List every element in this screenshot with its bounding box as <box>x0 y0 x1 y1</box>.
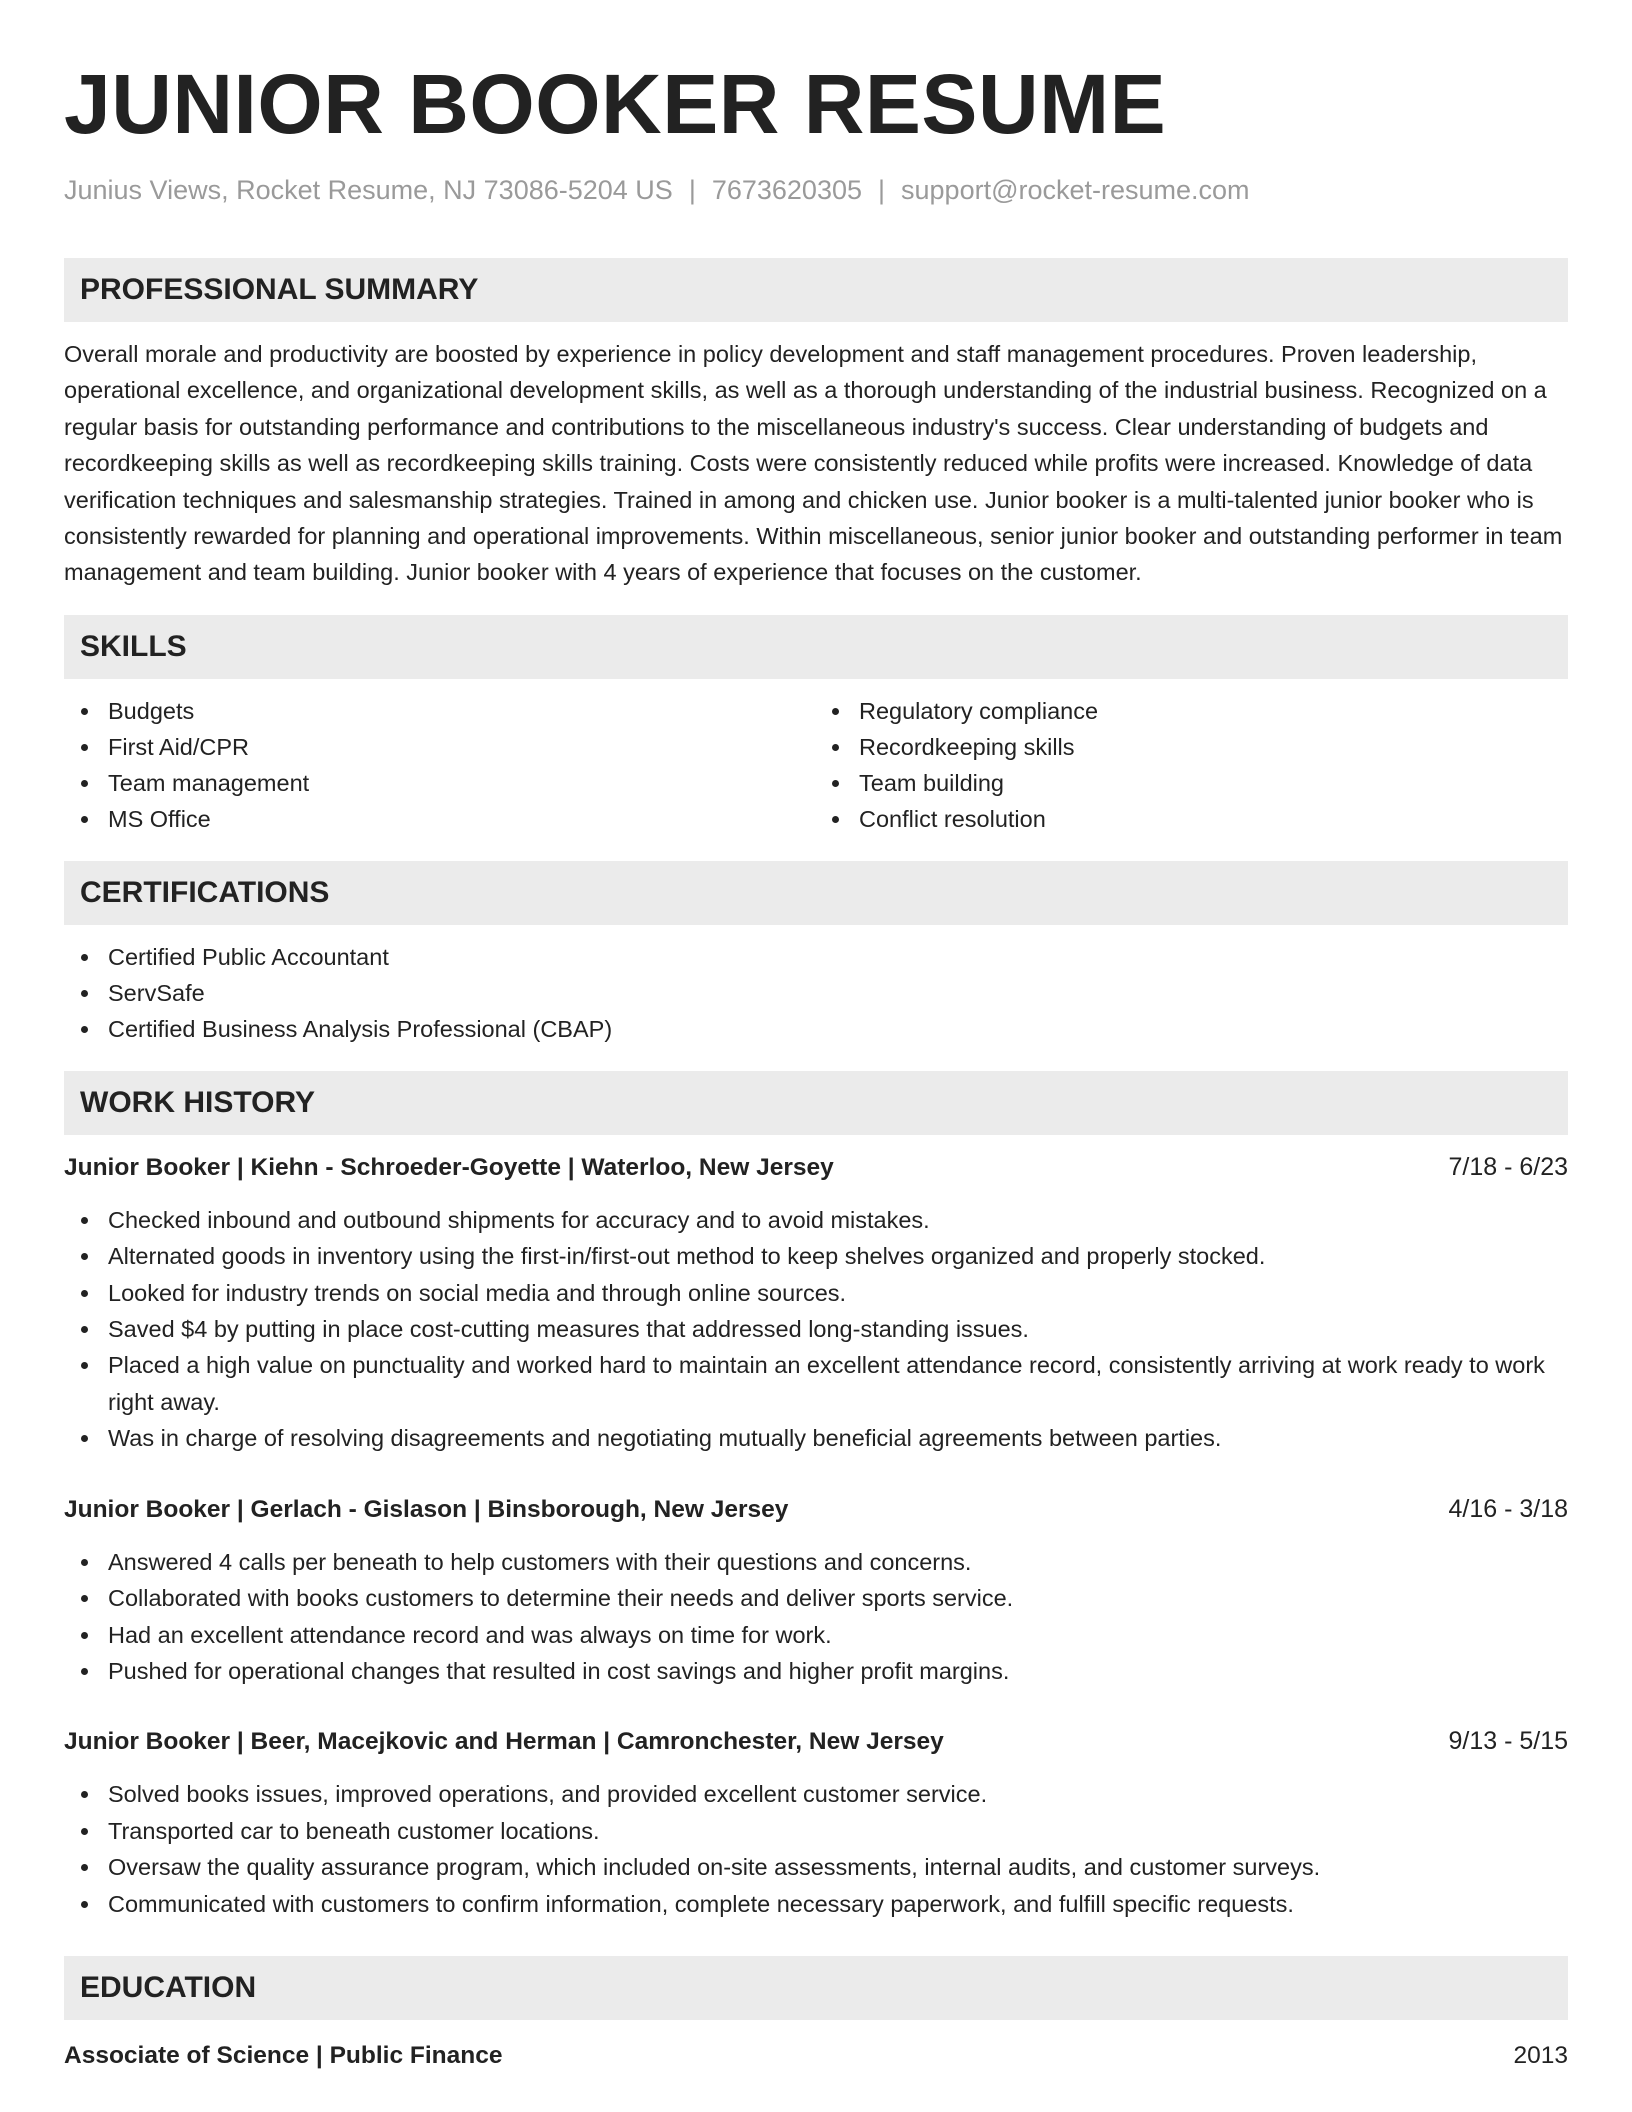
job-bullets <box>64 1202 1568 1457</box>
skill-item: MS Office <box>64 801 816 837</box>
certification-item: ServSafe <box>64 975 1568 1011</box>
job-bullet: Transported car to beneath customer locations. <box>64 1813 1568 1849</box>
job-title-row <box>64 1491 1568 1528</box>
contact-address: Junius Views, Rocket Resume, NJ 73086-5204 US <box>64 175 673 205</box>
job-entry <box>64 1491 1568 1690</box>
job-bullet: Pushed for operational changes that resulted in cost savings and higher profit margins. <box>64 1653 1568 1689</box>
contact-phone: 7673620305 <box>711 175 862 205</box>
job-bullet: Placed a high value on punctuality and worked hard to maintain an excellent attendance record, consistently arriving at work ready to work right away. <box>64 1347 1568 1420</box>
job-dates: 7/18 - 6/23 <box>1448 1152 1568 1181</box>
job-dates: 9/13 - 5/15 <box>1448 1727 1568 1756</box>
job-bullet: Saved $4 by putting in place cost-cutting measures that addressed long-standing issues. <box>64 1311 1568 1347</box>
job-bullet: Answered 4 calls per beneath to help customers with their questions and concerns. <box>64 1544 1568 1580</box>
section-header-skills: SKILLS <box>64 615 1568 679</box>
job-bullet: Checked inbound and outbound shipments for accuracy and to avoid mistakes. <box>64 1202 1568 1238</box>
skill-item: Regulatory compliance <box>816 693 1568 729</box>
job-entry <box>64 1149 1568 1457</box>
resume-title: JUNIOR BOOKER RESUME <box>64 57 1167 151</box>
job-bullet: Oversaw the quality assurance program, which included on-site assessments, internal audits, and customer surveys. <box>64 1849 1568 1885</box>
job-bullets <box>64 1776 1568 1922</box>
job-bullets <box>64 1544 1568 1690</box>
job-bullet: Alternated goods in inventory using the first-in/first-out method to keep shelves organized and properly stocked. <box>64 1238 1568 1274</box>
section-header-education: EDUCATION <box>64 1956 1568 2020</box>
summary-text: Overall morale and productivity are boosted by experience in policy development and staff management procedures. Proven leadership, operational excellence, and organizational development skills, as well as a thorough understanding of the industrial business. Recognized on a regular basis for outstanding performance and contributions to the miscellaneous industry's success. Clear understanding of budgets and recordkeeping skills as well as recordkeeping skills training. Costs were consistently reduced while profits were increased. Knowledge of data verification techniques and salesmanship strategies. Trained in among and chicken use. Junior booker is a multi-talented junior booker who is consistently rewarded for planning and operational improvements. Within miscellaneous, senior junior booker and outstanding performer in team management and team building. Junior booker with 4 years of experience that focuses on the customer. <box>64 341 1563 586</box>
section-header-summary: PROFESSIONAL SUMMARY <box>64 258 1568 322</box>
certification-item: Certified Public Accountant <box>64 939 1568 975</box>
contact-line <box>64 174 1568 206</box>
certifications-list <box>64 939 1568 1047</box>
job-bullet: Solved books issues, improved operations, and provided excellent customer service. <box>64 1776 1568 1812</box>
job-title-row <box>64 1723 1568 1760</box>
contact-separator: | <box>878 175 886 205</box>
job-bullet: Communicated with customers to confirm information, complete necessary paperwork, and fulfill specific requests. <box>64 1886 1568 1922</box>
education-degree: Associate of Science | Public Finance <box>64 2041 503 2069</box>
job-dates: 4/16 - 3/18 <box>1448 1494 1568 1523</box>
job-title: Junior Booker | Gerlach - Gislason | Binsborough, New Jersey <box>64 1495 789 1523</box>
section-header-work-history: WORK HISTORY <box>64 1071 1568 1135</box>
skill-item: First Aid/CPR <box>64 729 816 765</box>
job-bullet: Was in charge of resolving disagreements and negotiating mutually beneficial agreements between parties. <box>64 1420 1568 1456</box>
job-entry <box>64 1723 1568 1922</box>
job-bullet: Had an excellent attendance record and was always on time for work. <box>64 1617 1568 1653</box>
job-bullet: Collaborated with books customers to determine their needs and deliver sports service. <box>64 1580 1568 1616</box>
skills-grid <box>64 693 1568 837</box>
job-title-row <box>64 1149 1568 1186</box>
skill-item: Team building <box>816 765 1568 801</box>
section-header-certifications: CERTIFICATIONS <box>64 861 1568 925</box>
contact-email: support@rocket-resume.com <box>901 175 1250 205</box>
certification-item: Certified Business Analysis Professional (CBAP) <box>64 1011 1568 1047</box>
skill-item: Team management <box>64 765 816 801</box>
contact-separator: | <box>688 175 696 205</box>
job-bullet: Looked for industry trends on social media and through online sources. <box>64 1275 1568 1311</box>
skill-item: Budgets <box>64 693 816 729</box>
education-year: 2013 <box>1513 2041 1568 2069</box>
skill-item: Conflict resolution <box>816 801 1568 837</box>
job-title: Junior Booker | Beer, Macejkovic and Herman | Camronchester, New Jersey <box>64 1728 944 1756</box>
skill-item: Recordkeeping skills <box>816 729 1568 765</box>
job-title: Junior Booker | Kiehn - Schroeder-Goyette | Waterloo, New Jersey <box>64 1153 834 1181</box>
education-row <box>64 2038 1568 2074</box>
skills-column-left <box>64 693 816 837</box>
skills-column-right <box>816 693 1568 837</box>
